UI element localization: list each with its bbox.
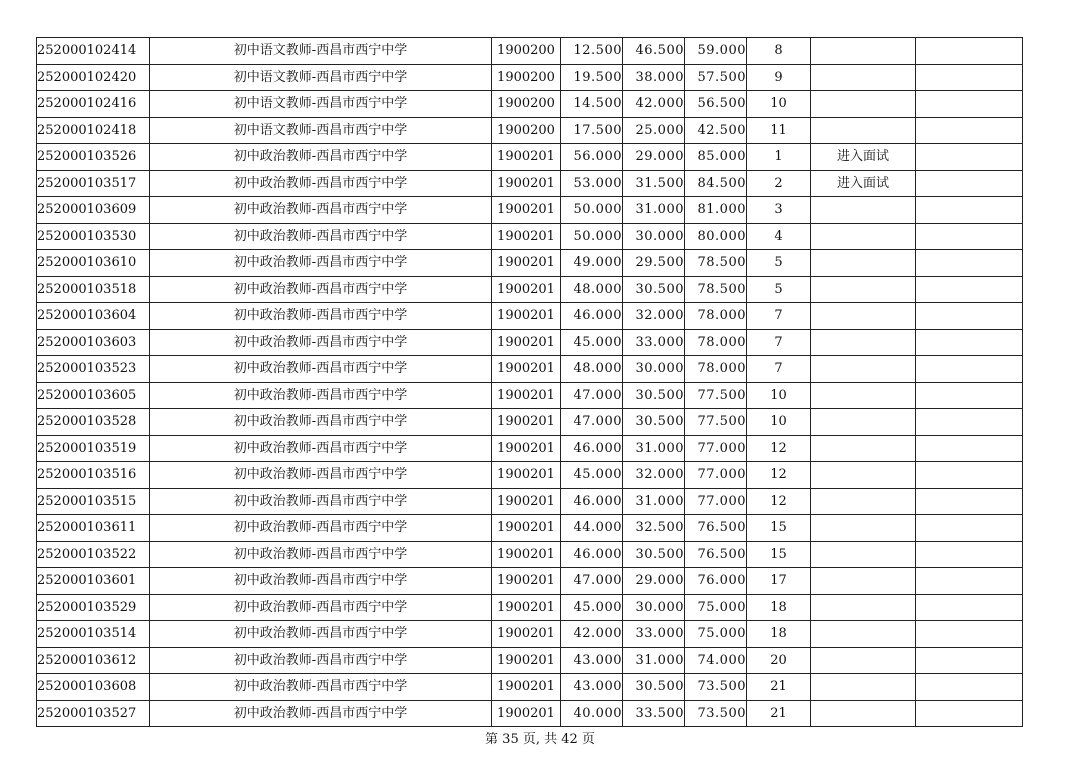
position-cell: 初中语文教师-西昌市西宁中学 (150, 38, 492, 65)
table-row (37, 250, 1023, 277)
extra-score-cell: 31.000 (623, 197, 685, 224)
extra-score-cell: 32.500 (623, 515, 685, 542)
position-cell: 初中政治教师-西昌市西宁中学 (150, 488, 492, 515)
note-cell (811, 674, 916, 701)
written-score-cell: 53.000 (561, 170, 623, 197)
position-cell: 初中政治教师-西昌市西宁中学 (150, 674, 492, 701)
note-cell (811, 197, 916, 224)
extra-score-cell: 30.500 (623, 382, 685, 409)
extra-score-cell: 31.000 (623, 435, 685, 462)
blank-cell (916, 197, 1023, 224)
candidate-id-cell: 252000103612 (37, 647, 150, 674)
extra-score-cell: 25.000 (623, 117, 685, 144)
table-row (37, 276, 1023, 303)
total-score-cell: 56.500 (685, 91, 747, 118)
blank-cell (916, 541, 1023, 568)
position-cell: 初中政治教师-西昌市西宁中学 (150, 409, 492, 436)
table-row (37, 382, 1023, 409)
table-row (37, 568, 1023, 595)
note-cell (811, 647, 916, 674)
candidate-id-cell: 252000103515 (37, 488, 150, 515)
blank-cell (916, 568, 1023, 595)
written-score-cell: 47.000 (561, 568, 623, 595)
extra-score-cell: 33.000 (623, 329, 685, 356)
total-score-cell: 80.000 (685, 223, 747, 250)
table-row (37, 64, 1023, 91)
position-code-cell: 1900201 (492, 303, 561, 330)
extra-score-cell: 31.000 (623, 647, 685, 674)
blank-cell (916, 488, 1023, 515)
total-score-cell: 78.000 (685, 303, 747, 330)
position-code-cell: 1900201 (492, 329, 561, 356)
extra-score-cell: 31.000 (623, 488, 685, 515)
rank-cell: 17 (747, 568, 811, 595)
table-row (37, 409, 1023, 436)
rank-cell: 12 (747, 435, 811, 462)
note-cell (811, 515, 916, 542)
rank-cell: 5 (747, 276, 811, 303)
candidate-id-cell: 252000103608 (37, 674, 150, 701)
note-cell (811, 462, 916, 489)
total-score-cell: 73.500 (685, 674, 747, 701)
note-cell (811, 329, 916, 356)
table-row (37, 541, 1023, 568)
table-row (37, 303, 1023, 330)
extra-score-cell: 30.000 (623, 356, 685, 383)
total-score-cell: 59.000 (685, 38, 747, 65)
written-score-cell: 19.500 (561, 64, 623, 91)
total-score-cell: 75.000 (685, 621, 747, 648)
candidate-id-cell: 252000103605 (37, 382, 150, 409)
table-row (37, 488, 1023, 515)
rank-cell: 9 (747, 64, 811, 91)
blank-cell (916, 435, 1023, 462)
note-cell (811, 621, 916, 648)
written-score-cell: 48.000 (561, 276, 623, 303)
candidate-id-cell: 252000102416 (37, 91, 150, 118)
extra-score-cell: 30.000 (623, 223, 685, 250)
note-cell (811, 64, 916, 91)
total-score-cell: 78.500 (685, 250, 747, 277)
position-code-cell: 1900201 (492, 541, 561, 568)
extra-score-cell: 33.000 (623, 621, 685, 648)
position-cell: 初中政治教师-西昌市西宁中学 (150, 462, 492, 489)
position-code-cell: 1900201 (492, 621, 561, 648)
position-cell: 初中政治教师-西昌市西宁中学 (150, 250, 492, 277)
blank-cell (916, 170, 1023, 197)
note-cell: 进入面试 (811, 144, 916, 171)
note-cell (811, 409, 916, 436)
rank-cell: 10 (747, 382, 811, 409)
position-code-cell: 1900201 (492, 568, 561, 595)
written-score-cell: 46.000 (561, 488, 623, 515)
total-score-cell: 42.500 (685, 117, 747, 144)
extra-score-cell: 29.500 (623, 250, 685, 277)
written-score-cell: 43.000 (561, 674, 623, 701)
rank-cell: 15 (747, 541, 811, 568)
position-cell: 初中政治教师-西昌市西宁中学 (150, 515, 492, 542)
results-table-body (37, 38, 1023, 727)
rank-cell: 11 (747, 117, 811, 144)
total-score-cell: 76.500 (685, 541, 747, 568)
rank-cell: 21 (747, 700, 811, 727)
position-cell: 初中语文教师-西昌市西宁中学 (150, 64, 492, 91)
candidate-id-cell: 252000103522 (37, 541, 150, 568)
total-score-cell: 77.000 (685, 488, 747, 515)
rank-cell: 21 (747, 674, 811, 701)
written-score-cell: 56.000 (561, 144, 623, 171)
blank-cell (916, 329, 1023, 356)
note-cell: 进入面试 (811, 170, 916, 197)
extra-score-cell: 32.000 (623, 303, 685, 330)
note-cell (811, 303, 916, 330)
candidate-id-cell: 252000102418 (37, 117, 150, 144)
rank-cell: 18 (747, 621, 811, 648)
position-code-cell: 1900201 (492, 223, 561, 250)
written-score-cell: 45.000 (561, 462, 623, 489)
total-score-cell: 77.000 (685, 462, 747, 489)
candidate-id-cell: 252000103609 (37, 197, 150, 224)
total-score-cell: 78.500 (685, 276, 747, 303)
rank-cell: 20 (747, 647, 811, 674)
extra-score-cell: 29.000 (623, 568, 685, 595)
blank-cell (916, 250, 1023, 277)
extra-score-cell: 30.000 (623, 594, 685, 621)
rank-cell: 12 (747, 488, 811, 515)
written-score-cell: 45.000 (561, 329, 623, 356)
written-score-cell: 46.000 (561, 303, 623, 330)
position-cell: 初中政治教师-西昌市西宁中学 (150, 621, 492, 648)
written-score-cell: 46.000 (561, 435, 623, 462)
blank-cell (916, 223, 1023, 250)
rank-cell: 10 (747, 409, 811, 436)
position-cell: 初中政治教师-西昌市西宁中学 (150, 276, 492, 303)
position-code-cell: 1900201 (492, 700, 561, 727)
extra-score-cell: 32.000 (623, 462, 685, 489)
total-score-cell: 73.500 (685, 700, 747, 727)
note-cell (811, 276, 916, 303)
position-cell: 初中政治教师-西昌市西宁中学 (150, 435, 492, 462)
position-cell: 初中语文教师-西昌市西宁中学 (150, 117, 492, 144)
blank-cell (916, 276, 1023, 303)
candidate-id-cell: 252000103611 (37, 515, 150, 542)
extra-score-cell: 38.000 (623, 64, 685, 91)
position-cell: 初中政治教师-西昌市西宁中学 (150, 700, 492, 727)
note-cell (811, 700, 916, 727)
total-score-cell: 77.000 (685, 435, 747, 462)
candidate-id-cell: 252000103519 (37, 435, 150, 462)
blank-cell (916, 38, 1023, 65)
rank-cell: 2 (747, 170, 811, 197)
total-score-cell: 74.000 (685, 647, 747, 674)
written-score-cell: 44.000 (561, 515, 623, 542)
blank-cell (916, 621, 1023, 648)
candidate-id-cell: 252000103610 (37, 250, 150, 277)
position-cell: 初中政治教师-西昌市西宁中学 (150, 647, 492, 674)
extra-score-cell: 33.500 (623, 700, 685, 727)
position-cell: 初中语文教师-西昌市西宁中学 (150, 91, 492, 118)
rank-cell: 10 (747, 91, 811, 118)
position-code-cell: 1900200 (492, 64, 561, 91)
table-row (37, 700, 1023, 727)
extra-score-cell: 30.500 (623, 409, 685, 436)
rank-cell: 7 (747, 329, 811, 356)
candidate-id-cell: 252000103528 (37, 409, 150, 436)
table-row (37, 621, 1023, 648)
extra-score-cell: 30.500 (623, 276, 685, 303)
position-cell: 初中政治教师-西昌市西宁中学 (150, 303, 492, 330)
blank-cell (916, 594, 1023, 621)
written-score-cell: 14.500 (561, 91, 623, 118)
blank-cell (916, 647, 1023, 674)
total-score-cell: 81.000 (685, 197, 747, 224)
total-score-cell: 57.500 (685, 64, 747, 91)
written-score-cell: 42.000 (561, 621, 623, 648)
note-cell (811, 250, 916, 277)
position-cell: 初中政治教师-西昌市西宁中学 (150, 223, 492, 250)
blank-cell (916, 64, 1023, 91)
candidate-id-cell: 252000103601 (37, 568, 150, 595)
rank-cell: 7 (747, 356, 811, 383)
rank-cell: 7 (747, 303, 811, 330)
candidate-id-cell: 252000103514 (37, 621, 150, 648)
candidate-id-cell: 252000102414 (37, 38, 150, 65)
position-code-cell: 1900201 (492, 435, 561, 462)
note-cell (811, 541, 916, 568)
position-code-cell: 1900201 (492, 276, 561, 303)
candidate-id-cell: 252000103523 (37, 356, 150, 383)
table-row (37, 674, 1023, 701)
rank-cell: 12 (747, 462, 811, 489)
position-code-cell: 1900201 (492, 488, 561, 515)
candidate-id-cell: 252000103517 (37, 170, 150, 197)
blank-cell (916, 144, 1023, 171)
table-row (37, 594, 1023, 621)
table-row (37, 144, 1023, 171)
table-row (37, 197, 1023, 224)
rank-cell: 8 (747, 38, 811, 65)
written-score-cell: 47.000 (561, 382, 623, 409)
note-cell (811, 435, 916, 462)
extra-score-cell: 31.500 (623, 170, 685, 197)
written-score-cell: 45.000 (561, 594, 623, 621)
written-score-cell: 17.500 (561, 117, 623, 144)
written-score-cell: 47.000 (561, 409, 623, 436)
extra-score-cell: 29.000 (623, 144, 685, 171)
blank-cell (916, 674, 1023, 701)
written-score-cell: 50.000 (561, 197, 623, 224)
position-cell: 初中政治教师-西昌市西宁中学 (150, 197, 492, 224)
table-row (37, 647, 1023, 674)
table-row (37, 515, 1023, 542)
extra-score-cell: 30.500 (623, 541, 685, 568)
total-score-cell: 77.500 (685, 409, 747, 436)
written-score-cell: 40.000 (561, 700, 623, 727)
table-row (37, 435, 1023, 462)
rank-cell: 15 (747, 515, 811, 542)
position-code-cell: 1900201 (492, 144, 561, 171)
blank-cell (916, 117, 1023, 144)
note-cell (811, 594, 916, 621)
candidate-id-cell: 252000103518 (37, 276, 150, 303)
position-code-cell: 1900201 (492, 382, 561, 409)
table-row (37, 329, 1023, 356)
note-cell (811, 223, 916, 250)
results-table (36, 37, 1023, 727)
position-code-cell: 1900201 (492, 170, 561, 197)
note-cell (811, 91, 916, 118)
position-code-cell: 1900201 (492, 197, 561, 224)
total-score-cell: 75.000 (685, 594, 747, 621)
candidate-id-cell: 252000102420 (37, 64, 150, 91)
total-score-cell: 84.500 (685, 170, 747, 197)
blank-cell (916, 303, 1023, 330)
written-score-cell: 12.500 (561, 38, 623, 65)
table-row (37, 38, 1023, 65)
written-score-cell: 49.000 (561, 250, 623, 277)
blank-cell (916, 462, 1023, 489)
rank-cell: 5 (747, 250, 811, 277)
position-code-cell: 1900201 (492, 462, 561, 489)
note-cell (811, 568, 916, 595)
total-score-cell: 85.000 (685, 144, 747, 171)
extra-score-cell: 46.500 (623, 38, 685, 65)
blank-cell (916, 515, 1023, 542)
blank-cell (916, 382, 1023, 409)
total-score-cell: 78.000 (685, 356, 747, 383)
position-cell: 初中政治教师-西昌市西宁中学 (150, 594, 492, 621)
note-cell (811, 488, 916, 515)
candidate-id-cell: 252000103529 (37, 594, 150, 621)
total-score-cell: 78.000 (685, 329, 747, 356)
blank-cell (916, 700, 1023, 727)
blank-cell (916, 409, 1023, 436)
table-row (37, 462, 1023, 489)
note-cell (811, 38, 916, 65)
position-cell: 初中政治教师-西昌市西宁中学 (150, 170, 492, 197)
written-score-cell: 46.000 (561, 541, 623, 568)
candidate-id-cell: 252000103516 (37, 462, 150, 489)
position-cell: 初中政治教师-西昌市西宁中学 (150, 382, 492, 409)
position-code-cell: 1900201 (492, 250, 561, 277)
candidate-id-cell: 252000103527 (37, 700, 150, 727)
total-score-cell: 77.500 (685, 382, 747, 409)
table-row (37, 223, 1023, 250)
position-code-cell: 1900201 (492, 647, 561, 674)
blank-cell (916, 356, 1023, 383)
rank-cell: 1 (747, 144, 811, 171)
written-score-cell: 43.000 (561, 647, 623, 674)
extra-score-cell: 30.500 (623, 674, 685, 701)
note-cell (811, 117, 916, 144)
candidate-id-cell: 252000103530 (37, 223, 150, 250)
position-code-cell: 1900200 (492, 38, 561, 65)
rank-cell: 18 (747, 594, 811, 621)
position-code-cell: 1900200 (492, 117, 561, 144)
position-code-cell: 1900201 (492, 594, 561, 621)
position-cell: 初中政治教师-西昌市西宁中学 (150, 568, 492, 595)
position-cell: 初中政治教师-西昌市西宁中学 (150, 356, 492, 383)
page-footer: 第 35 页, 共 42 页 (485, 732, 595, 747)
candidate-id-cell: 252000103603 (37, 329, 150, 356)
table-row (37, 170, 1023, 197)
position-code-cell: 1900201 (492, 515, 561, 542)
rank-cell: 4 (747, 223, 811, 250)
candidate-id-cell: 252000103604 (37, 303, 150, 330)
blank-cell (916, 91, 1023, 118)
position-cell: 初中政治教师-西昌市西宁中学 (150, 329, 492, 356)
written-score-cell: 50.000 (561, 223, 623, 250)
table-row (37, 91, 1023, 118)
note-cell (811, 382, 916, 409)
table-row (37, 356, 1023, 383)
candidate-id-cell: 252000103526 (37, 144, 150, 171)
position-cell: 初中政治教师-西昌市西宁中学 (150, 541, 492, 568)
written-score-cell: 48.000 (561, 356, 623, 383)
position-code-cell: 1900201 (492, 674, 561, 701)
note-cell (811, 356, 916, 383)
position-cell: 初中政治教师-西昌市西宁中学 (150, 144, 492, 171)
position-code-cell: 1900201 (492, 356, 561, 383)
position-code-cell: 1900200 (492, 91, 561, 118)
table-row (37, 117, 1023, 144)
total-score-cell: 76.000 (685, 568, 747, 595)
extra-score-cell: 42.000 (623, 91, 685, 118)
total-score-cell: 76.500 (685, 515, 747, 542)
rank-cell: 3 (747, 197, 811, 224)
position-code-cell: 1900201 (492, 409, 561, 436)
